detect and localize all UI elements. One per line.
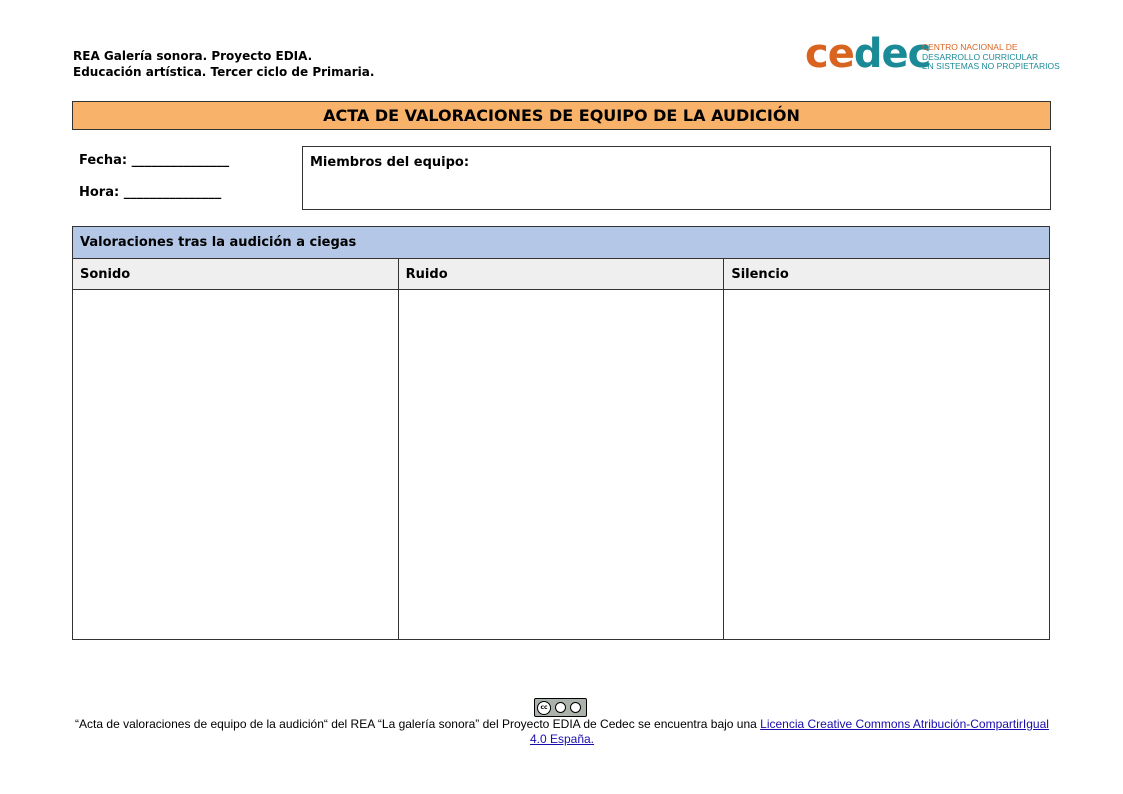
logo-word	[805, 32, 930, 76]
column-header: Silencio	[724, 259, 1049, 290]
column-header: Ruido	[399, 259, 724, 290]
evaluation-table	[72, 226, 1050, 640]
document-header	[73, 48, 374, 80]
column-silencio	[723, 259, 1049, 639]
column-sonido	[73, 259, 398, 639]
logo-sub-line-1: CENTRO NACIONAL DE	[922, 42, 1018, 52]
by-icon	[555, 702, 566, 713]
column-ruido	[398, 259, 724, 639]
team-members-box	[302, 146, 1051, 210]
table-heading: Valoraciones tras la audición a ciegas	[73, 227, 1049, 259]
creative-commons-badge	[534, 698, 587, 717]
date-field: Fecha: _______________	[79, 153, 230, 168]
license-link[interactable]: Licencia Creative Commons Atribución-CompartirIgual 4.0 España.	[529, 717, 1049, 746]
document-title: ACTA DE VALORACIONES DE EQUIPO DE LA AUDICIÓN	[72, 101, 1051, 130]
cc-icon: cc	[537, 701, 551, 715]
table-columns	[73, 259, 1049, 639]
header-line-2: Educación artística. Tercer ciclo de Primaria.	[73, 65, 375, 79]
team-members-label: Miembros del equipo:	[310, 155, 470, 170]
logo-sub-line-3: EN SISTEMAS NO PROPIETARIOS	[922, 61, 1060, 71]
column-header: Sonido	[73, 259, 398, 290]
column-cell	[399, 290, 724, 639]
logo-sub-line-2: DESARROLLO CURRICULAR	[922, 51, 1039, 62]
logo-subtitle	[922, 43, 1060, 72]
sa-icon	[570, 702, 581, 713]
logo-word-teal: dec	[853, 31, 931, 77]
column-cell	[73, 290, 398, 639]
license-footer	[73, 717, 1051, 747]
header-line-1: REA Galería sonora. Proyecto EDIA.	[73, 49, 313, 63]
logo-word-orange: ce	[805, 31, 854, 77]
license-text: “Acta de valoraciones de equipo de la audición“ del REA “La galería sonora” del Proyecto EDIA de Cedec se encuentra bajo una	[75, 717, 761, 731]
column-cell	[724, 290, 1049, 639]
time-field: Hora: _______________	[79, 185, 222, 200]
